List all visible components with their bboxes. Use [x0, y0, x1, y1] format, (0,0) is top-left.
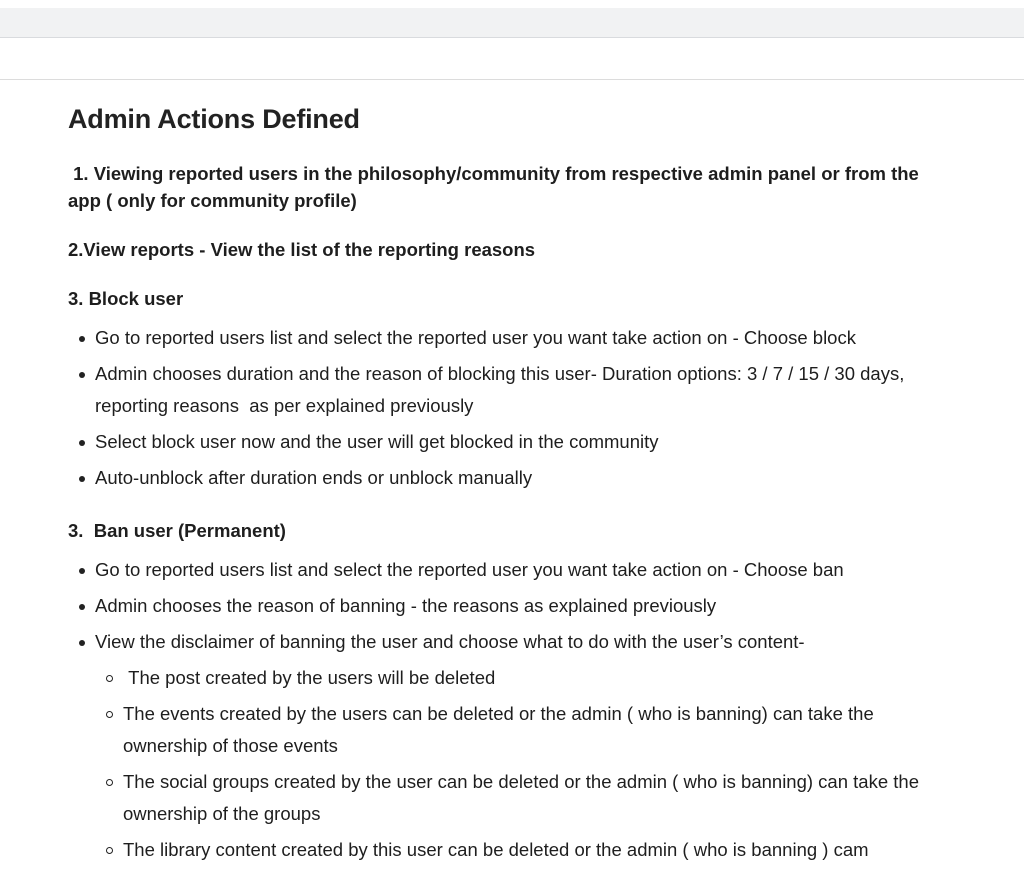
- top-toolbar: [0, 8, 1024, 38]
- block-bullet-4: Auto-unblock after duration ends or unblock manually: [68, 462, 938, 494]
- block-user-list: [68, 322, 938, 498]
- sub-bullet-groups: The social groups created by the user can be deleted or the admin ( who is banning) can take the ownership of the groups: [68, 766, 938, 830]
- ban-user-list: [68, 554, 938, 870]
- sub-bullet-library: The library content created by this user can be deleted or the admin ( who is banning ) cam: [68, 834, 938, 866]
- intro-item-view-reports: 2.View reports - View the list of the reporting reasons: [68, 239, 536, 260]
- document-header-area: [0, 38, 1024, 80]
- block-bullet-1: Go to reported users list and select the reported user you want take action on - Choose block: [68, 322, 938, 354]
- page-title: Admin Actions Defined: [68, 104, 360, 134]
- intro-item-viewing-reported-users: 1. Viewing reported users in the philosophy/community from respective admin panel or from the app ( only for community profile): [68, 163, 924, 211]
- ban-user-heading: 3. Ban user (Permanent): [68, 520, 286, 541]
- block-bullet-3: Select block user now and the user will get blocked in the community: [68, 426, 938, 458]
- ban-content-options: [68, 662, 938, 866]
- block-bullet-2: Admin chooses duration and the reason of blocking this user- Duration options: 3 / 7 / 15 / 30 days, reporting reasons as per explained previously: [68, 358, 938, 422]
- ban-bullet-3: View the disclaimer of banning the user and choose what to do with the user’s content-: [68, 626, 938, 658]
- sub-bullet-events: The events created by the users can be deleted or the admin ( who is banning) can take the ownership of those events: [68, 698, 938, 762]
- window-top-edge: [0, 0, 1024, 8]
- ban-bullet-1: Go to reported users list and select the reported user you want take action on - Choose ban: [68, 554, 938, 586]
- block-user-heading: 3. Block user: [68, 288, 184, 309]
- ban-bullet-2: Admin chooses the reason of banning - the reasons as explained previously: [68, 590, 938, 622]
- sub-bullet-posts: The post created by the users will be deleted: [68, 662, 938, 694]
